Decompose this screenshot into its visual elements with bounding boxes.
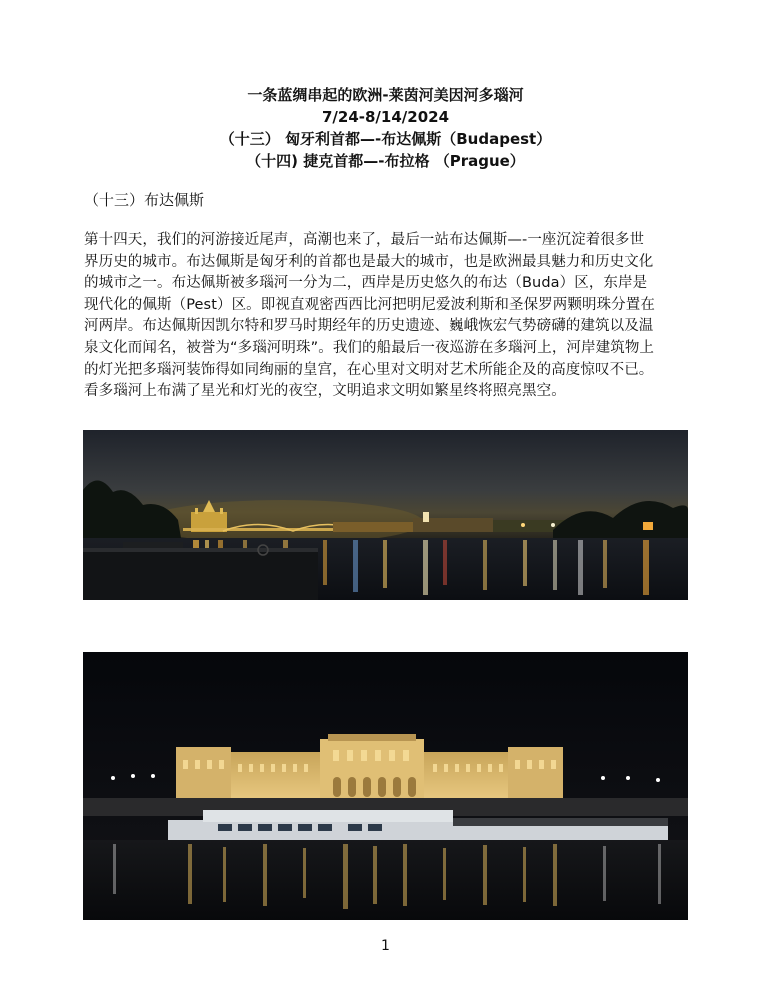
body-line: 河两岸。布达佩斯因凯尔特和罗马时期经年的历史遗迹、巍峨恢宏气势磅礴的建筑以及温 — [84, 318, 654, 335]
body-line: 现代化的佩斯（Pest）区。即视直观密西西比河把明尼爱波利斯和圣保罗两颗明珠分置在 — [84, 296, 655, 313]
title-line-dates: 7/24-8/14/2024 — [321, 108, 450, 126]
night-river-illustration — [83, 430, 688, 600]
body-line: 的城市之一。布达佩斯被多瑙河一分为二，西岸是历史悠久的布达（Buda）区，东岸是 — [84, 275, 648, 292]
illuminated-building-illustration — [83, 652, 688, 920]
body-line: 看多瑙河上布满了星光和灯光的夜空，文明追求文明如繁星终将照亮黑空。 — [84, 383, 566, 400]
document-title — [0, 84, 771, 172]
page-number: 1 — [381, 938, 390, 954]
section-heading: （十三）布达佩斯 — [84, 191, 205, 209]
budapest-night-river-photo — [83, 430, 688, 600]
body-line: 界历史的城市。布达佩斯是匈牙利的首都也是最大的城市，也是欧洲最具魅力和历史文化 — [84, 253, 654, 270]
body-line: 的灯光把多瑙河装饰得如同绚丽的皇宫，在心里对文明对艺术所能企及的高度惊叹不已。 — [84, 361, 654, 378]
body-paragraph — [84, 230, 690, 403]
budapest-illuminated-building-photo — [83, 652, 688, 920]
title-line-budapest: （十三） 匈牙利首都—-布达佩斯（Budapest） — [219, 130, 552, 148]
body-line: 泉文化而闻名，被誉为“多瑙河明珠”。我们的船最后一夜巡游在多瑙河上，河岸建筑物上 — [84, 339, 655, 356]
title-line-main: 一条蓝绸串起的欧洲-莱茵河美因河多瑙河 — [247, 86, 524, 104]
title-line-prague: （十四) 捷克首都—-布拉格 （Prague） — [246, 152, 525, 170]
body-line: 第十四天，我们的河游接近尾声，高潮也来了，最后一站布达佩斯—-一座沉淀着很多世 — [84, 232, 645, 248]
